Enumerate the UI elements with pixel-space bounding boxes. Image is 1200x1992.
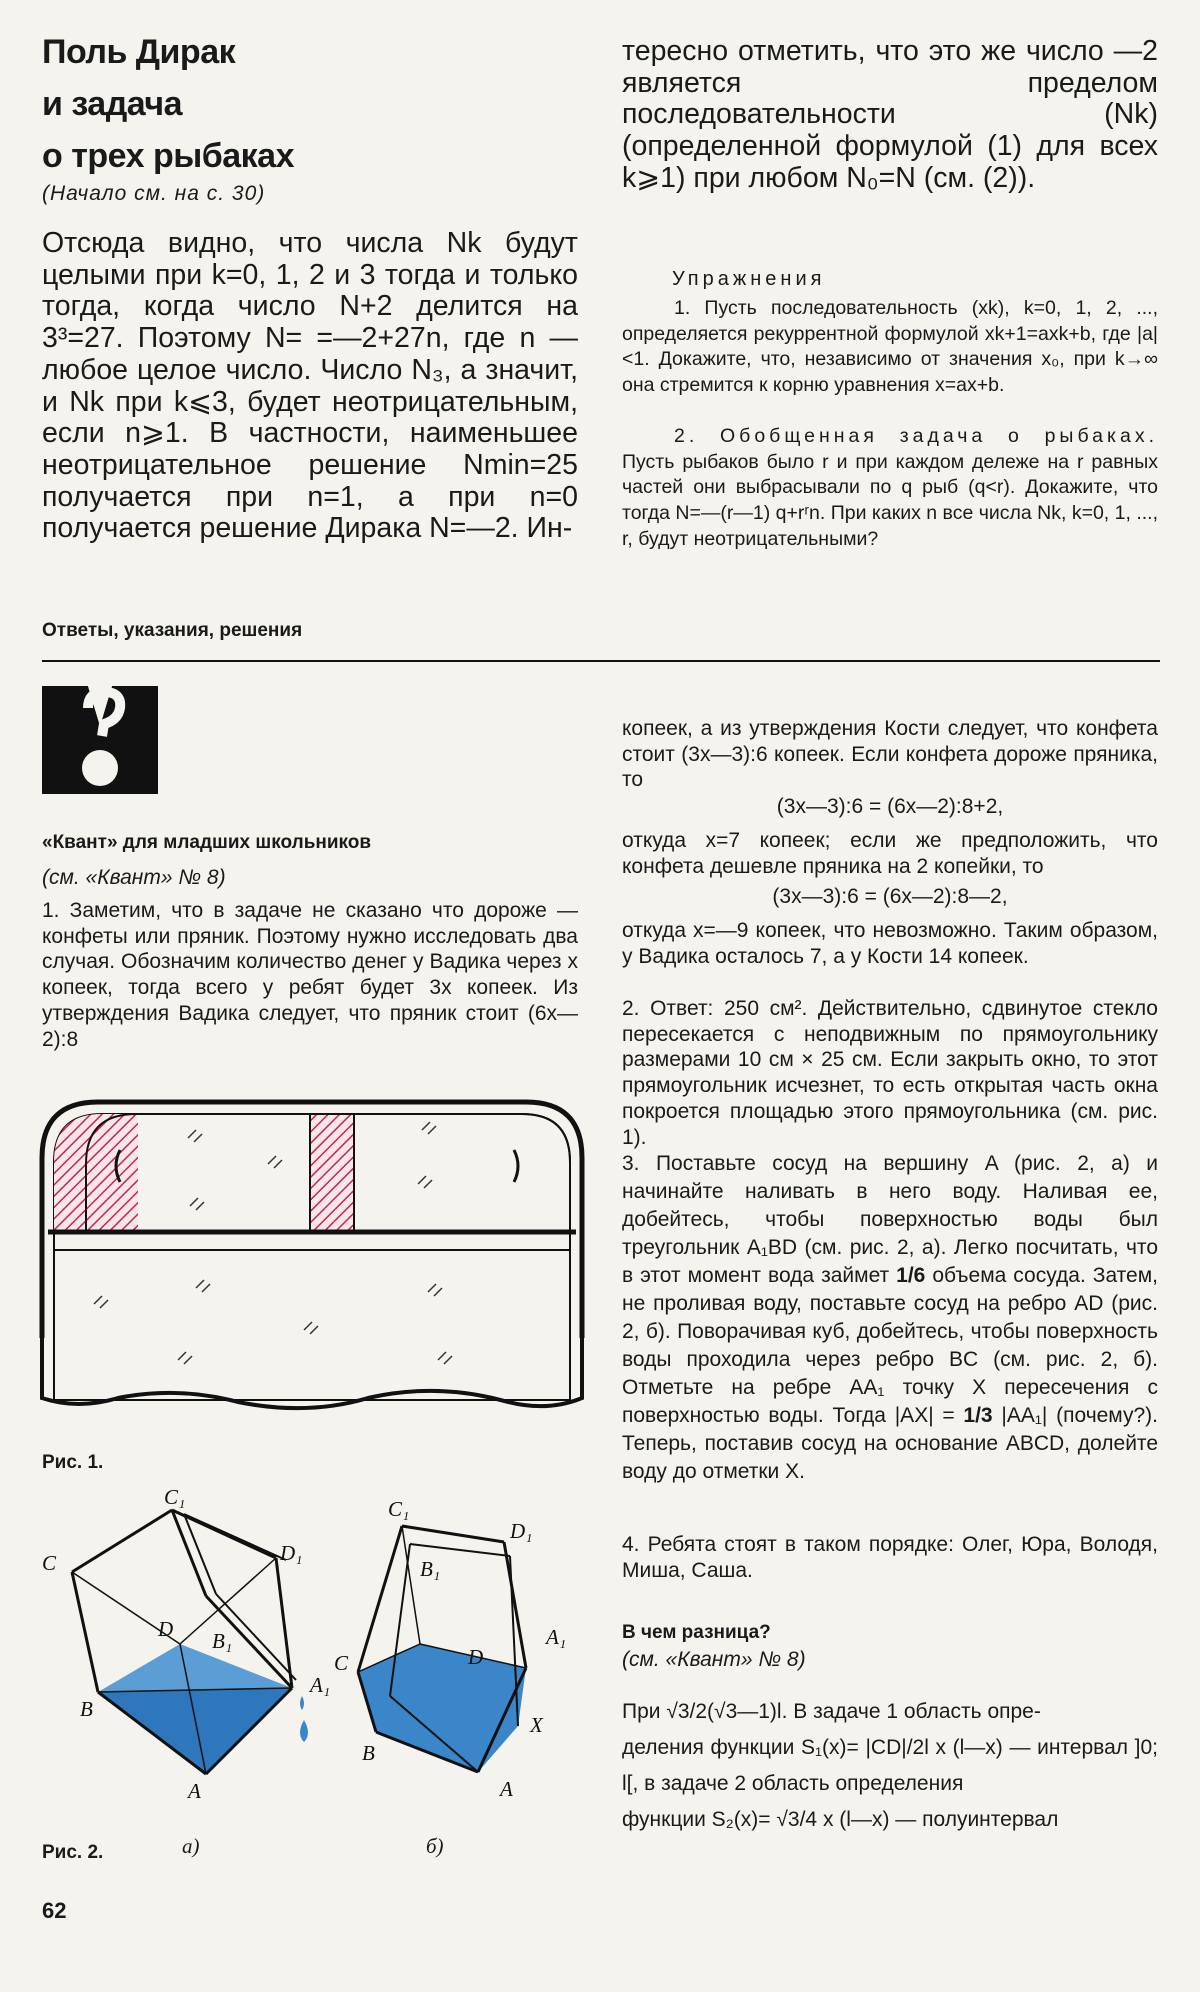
water-drop-1 bbox=[300, 1696, 304, 1710]
logo-circle bbox=[82, 750, 118, 786]
glass-reflections bbox=[94, 1122, 452, 1364]
answer-3-part-c: |AA₁| (почему?). Теперь, поставив сосуд на основание ABCD, долейте воду до отметки X. bbox=[622, 1404, 1158, 1483]
kvant-logo bbox=[42, 686, 158, 794]
answers-section-title: Ответы, указания, решения bbox=[42, 620, 303, 641]
difference-line-3: функции S₂(x)= √3/4 x (l—x) — полуинтервал bbox=[622, 1808, 1059, 1831]
figure-1-window bbox=[38, 1098, 586, 1428]
answer-3 bbox=[622, 1150, 1158, 1486]
article-right-paragraph: тересно отметить, что это же число —2 является пределом последовательности (Nk) (определенной формулой (1) для всех k⩾1) при любом N₀=N (см. (2)). bbox=[622, 35, 1158, 194]
figure-2a-label: а) bbox=[182, 1834, 200, 1858]
answer-2: 2. Ответ: 250 см². Действительно, сдвинутое стекло пересекается с неподвижным по прямоугольнику размерами 10 см × 25 см. Если закрыть окно, то этот прямоугольник исчезнет, то есть открытая часть окна покроется площадью этого прямоугольника (см. рис. 1). bbox=[622, 997, 1158, 1149]
kvant-ref: (см. «Квант» № 8) bbox=[42, 866, 226, 889]
water-drop-2 bbox=[300, 1720, 308, 1742]
exercise-1: 1. Пусть последовательность (xk), k=0, 1, 2, ..., определяется рекуррентной формулой xk+1=axk+b, где |a|<1. Докажите, что, независимо от значения x₀, при k→∞ она стремится к корню уравнения x=ax+b. bbox=[622, 297, 1158, 397]
article-title bbox=[42, 26, 294, 182]
article-left-paragraph: Отсюда видно, что числа Nk будут целыми при k=0, 1, 2 и 3 тогда и только тогда, когда число N+2 делится на 3³=27. Поэтому N= =—2+27n, где n — любое целое число. Число N₃, а значит, и Nk при k⩽3, будет неотрицательным, если n⩾1. В частности, наименьшее неотрицательное решение Nmin=25 получается при n=1, а при n=0 получается решение Дирака N=—2. Ин- bbox=[42, 227, 578, 545]
difference-line-1: При √3/2(√3—1)l. В задаче 1 область опре- bbox=[622, 1700, 1041, 1723]
hatched-region-center bbox=[310, 1114, 354, 1232]
label-A1-b: A₁ bbox=[546, 1625, 567, 1649]
fraction-one-sixth: 1/6 bbox=[896, 1264, 926, 1287]
answer-1-part3: откуда x=—9 копеек, что невозможно. Таким образом, у Вадика осталось 7, а у Кости 14 копеек. bbox=[622, 919, 1158, 968]
label-D-a: D bbox=[158, 1617, 174, 1641]
answer-1-part2: откуда x=7 копеек; если же предположить, что конфета дешевле пряника на 2 копейки, то bbox=[622, 829, 1158, 878]
handle-right bbox=[514, 1150, 518, 1182]
exercises-heading: Упражнения bbox=[672, 268, 826, 290]
exercise-2-text: Пусть рыбаков было r и при каждом дележе на r равных частей они выбрасывали по q рыб (q<r). Докажите, что тогда N=—(r—1) q+rʳn. При каких n все числа Nk, k=0, 1, ..., r, будут неотрицательными? bbox=[622, 450, 1158, 550]
label-B1-a: B₁ bbox=[212, 1629, 233, 1653]
label-D1-a: D₁ bbox=[280, 1541, 303, 1565]
kvant-heading: «Квант» для младших школьников bbox=[42, 832, 372, 853]
figure-1-caption: Рис. 1. bbox=[42, 1452, 104, 1473]
label-B-a: B bbox=[80, 1697, 93, 1721]
label-C1-a: C₁ bbox=[164, 1485, 186, 1509]
equation-1: (3x—3):6 = (6x—2):8+2, bbox=[776, 795, 1004, 818]
figure-2b-label: б) bbox=[426, 1834, 444, 1858]
figure-2a-cube bbox=[40, 1485, 350, 1810]
title-line-2: и задача bbox=[42, 85, 183, 123]
title-line-1: Поль Дирак bbox=[42, 33, 236, 71]
label-C1-b: C₁ bbox=[388, 1497, 410, 1521]
label-A1-a: A₁ bbox=[310, 1673, 331, 1697]
difference-line-2: деления функции S₁(x)= |CD|/2l x (l—x) — интервал ]0; l[, в задаче 2 область определения bbox=[622, 1736, 1158, 1795]
label-D-b: D bbox=[468, 1645, 484, 1669]
label-C-a: C bbox=[42, 1551, 57, 1575]
kvant-answer-1: 1. Заметим, что в задаче не сказано что дороже — конфеты или пряник. Поэтому нужно исследовать два случая. Обозначим количество денег у Вадика через x копеек, тогда всего у ребят будет 3x копеек. Из утверждения Вадика следует, что пряник стоит (6x—2):8 bbox=[42, 899, 578, 1051]
water-body-a bbox=[98, 1688, 292, 1774]
answer-4: 4. Ребята стоят в таком порядке: Олег, Юра, Володя, Миша, Саша. bbox=[622, 1533, 1158, 1582]
figure-2b-cube bbox=[334, 1497, 590, 1801]
exercise-2-title: 2. Обобщенная задача о рыбаках. bbox=[674, 425, 1158, 447]
hatched-region-left bbox=[54, 1114, 138, 1232]
lower-glass bbox=[54, 1250, 570, 1400]
difference-text bbox=[622, 1694, 1158, 1838]
equation-2: (3x—3):6 = (6x—2):8—2, bbox=[772, 885, 1008, 908]
title-line-3: о трех рыбаках bbox=[42, 137, 295, 175]
exercise-2 bbox=[622, 424, 1158, 553]
label-B-b: B bbox=[362, 1741, 375, 1765]
section-divider bbox=[42, 660, 1160, 662]
label-D1-b: D₁ bbox=[510, 1519, 533, 1543]
water-body-b bbox=[358, 1644, 526, 1772]
fraction-one-third: 1/3 bbox=[963, 1404, 993, 1427]
answer-1-continued: копеек, а из утверждения Кости следует, что конфета стоит (3x—3):6 копеек. Если конфета дороже пряника, то bbox=[622, 717, 1158, 792]
answer-3-part-b: объема сосуда. Затем, не проливая воду, поставьте сосуд на ребро AD (рис. 2, б). Поворачивая куб, добейтесь, чтобы поверхность воды проходила через ребро BC (см. рис. 2, б). Отметьте на ребре AA₁ точку X пересечения с поверхностью воды. Тогда |AX| = bbox=[622, 1264, 1158, 1427]
answer-3-part-a: 3. Поставьте сосуд на вершину A (рис. 2, а) и начинайте наливать в него воду. Наливая ее, добейтесь, чтобы поверхностью воды был треугольник A₁BD (см. рис. 2, а). Легко посчитать, что в этот момент вода займет bbox=[622, 1152, 1158, 1287]
label-A-b: A bbox=[500, 1777, 513, 1801]
continuation-note: (Начало см. на с. 30) bbox=[42, 182, 266, 205]
label-X-b: X bbox=[530, 1713, 543, 1737]
page-number: 62 bbox=[42, 1898, 67, 1923]
difference-heading: В чем разница? bbox=[622, 1622, 771, 1643]
label-C-b: C bbox=[334, 1651, 349, 1675]
difference-ref: (см. «Квант» № 8) bbox=[622, 1648, 806, 1671]
label-A-a: A bbox=[188, 1779, 201, 1803]
label-B1-b: B₁ bbox=[420, 1557, 441, 1581]
figure-2-caption: Рис. 2. bbox=[42, 1842, 104, 1863]
window-lower-frame bbox=[42, 1250, 582, 1408]
